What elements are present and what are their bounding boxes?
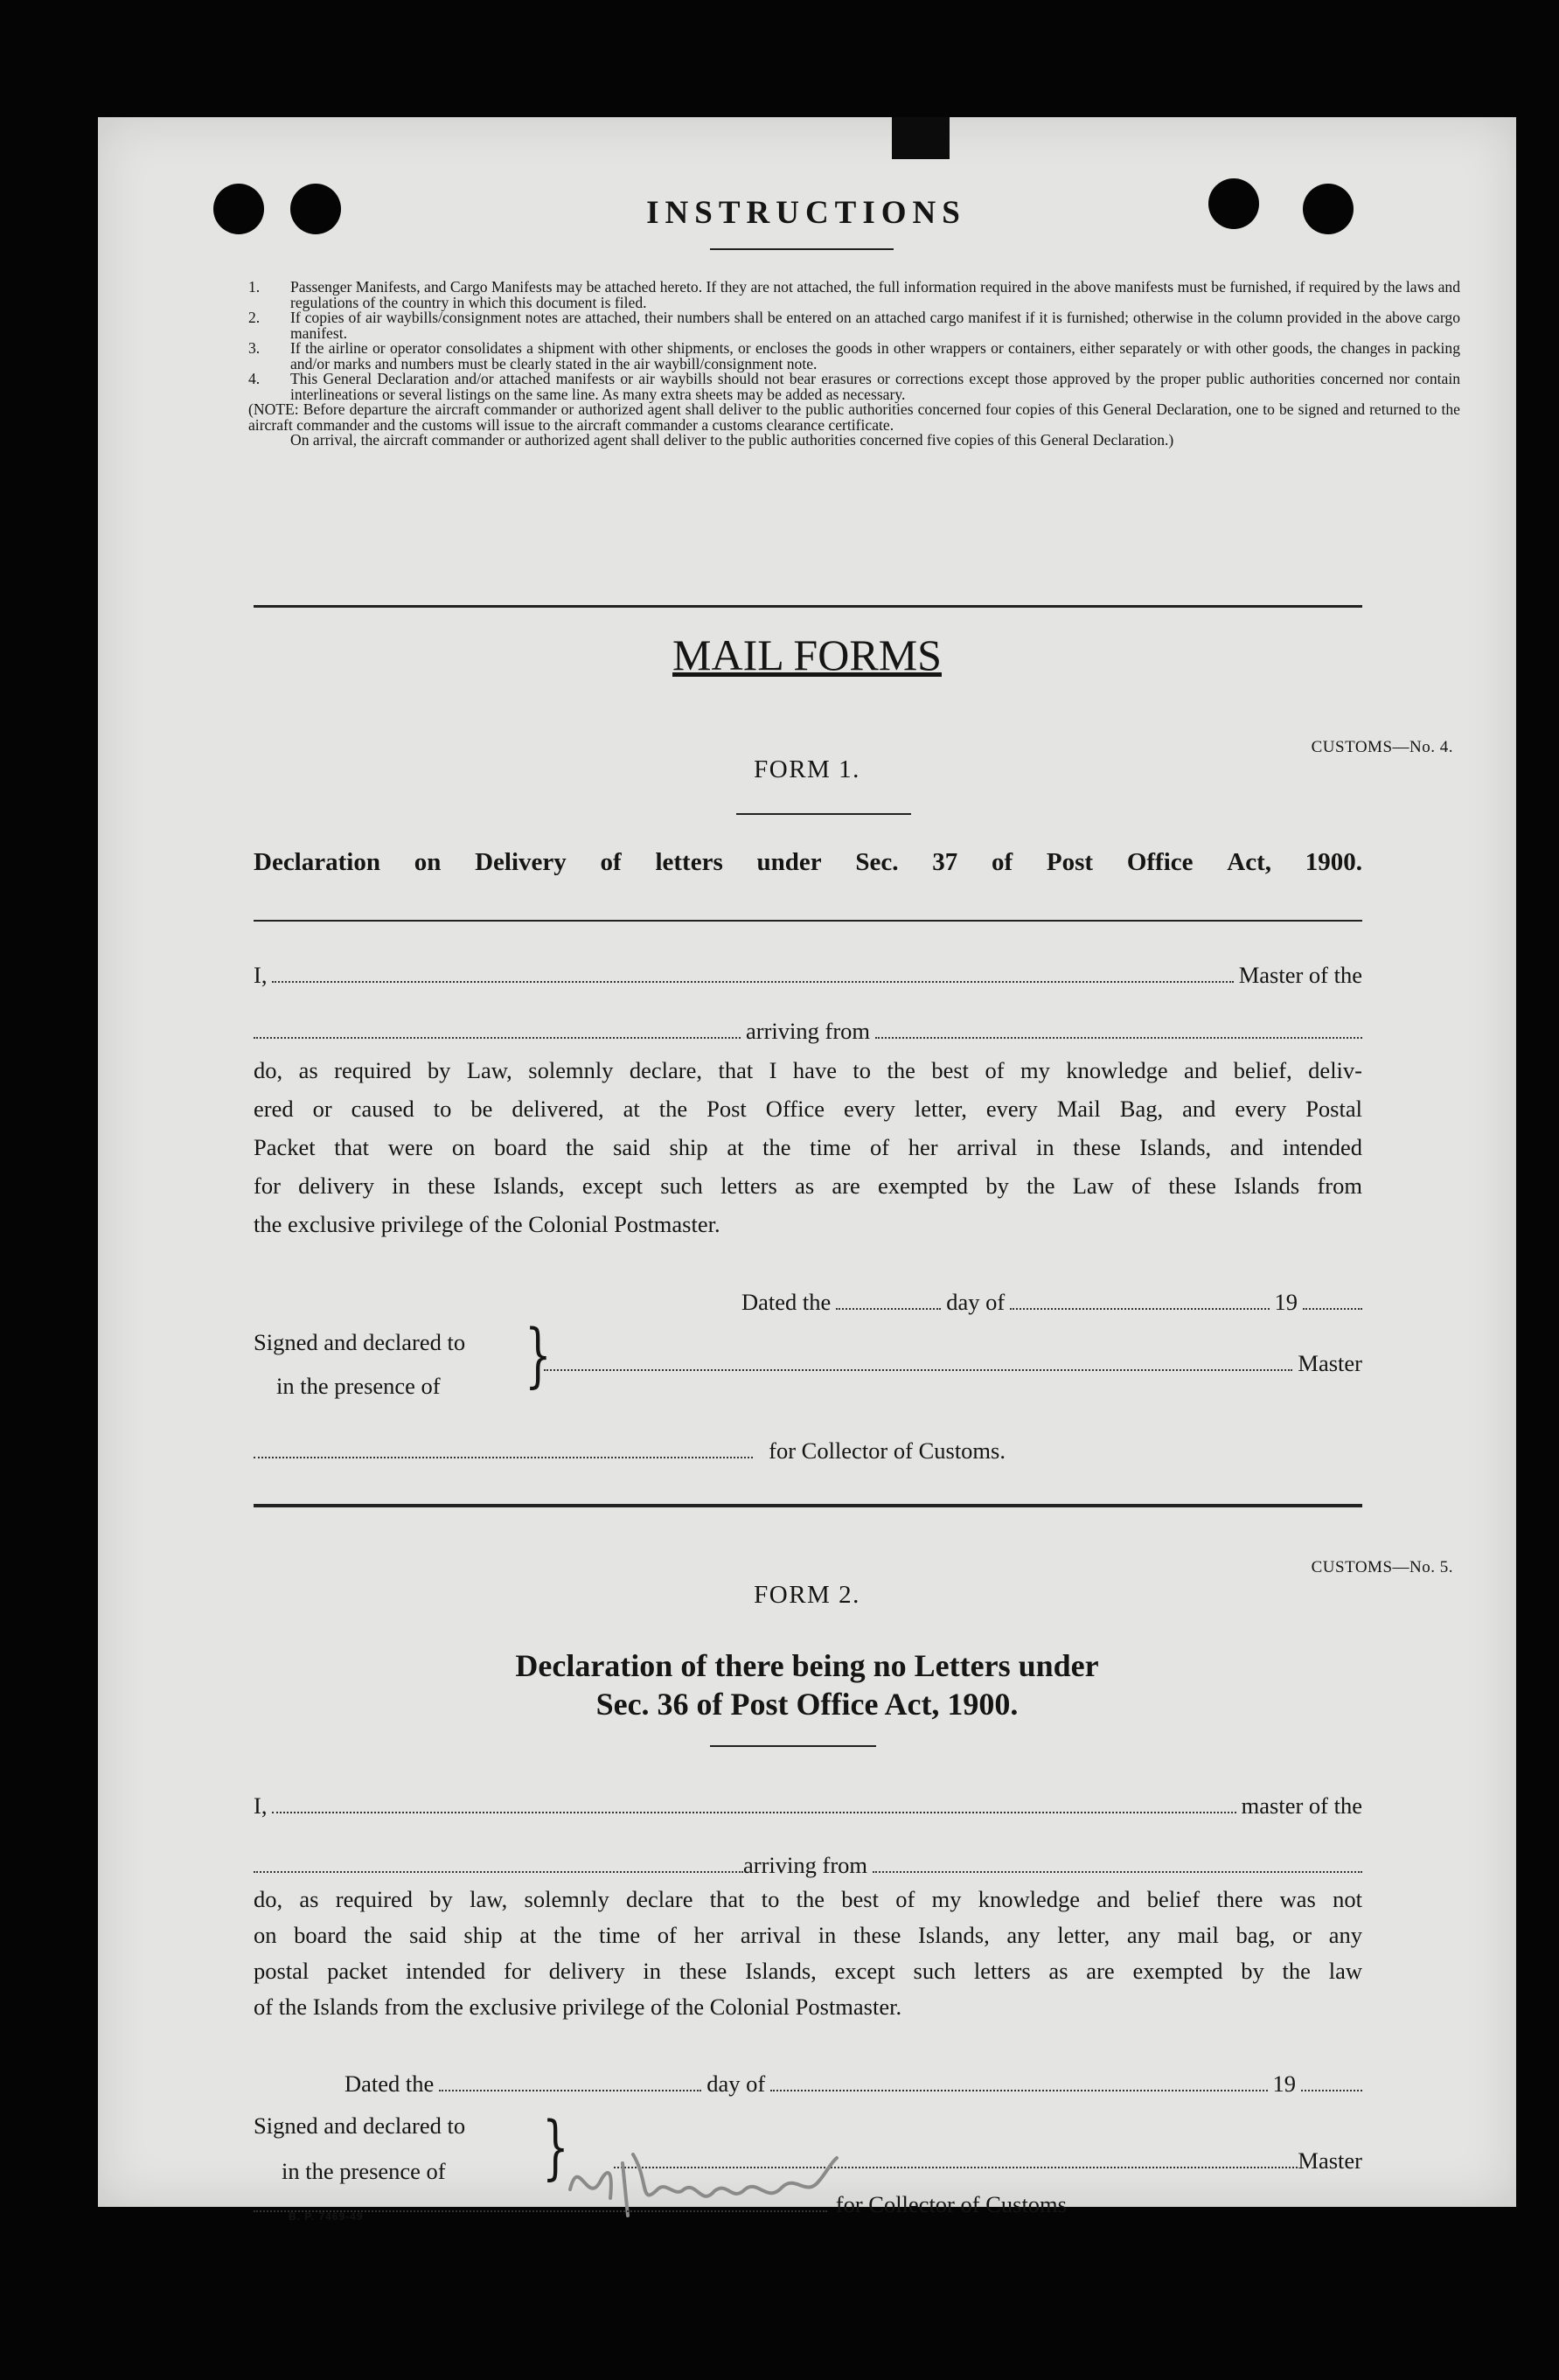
form1-dated-line: Dated the day of 19 — [741, 1289, 1362, 1316]
instructions-note: (NOTE: Before departure the aircraft commander or authorized agent shall deliver to the public authorities concerned four copies of this General Declaration, one to be signed and returned to the aircraft commander and the customs will issue to the aircraft commander a customs clearance certificate. — [248, 400, 1460, 434]
form2-declaration-heading-2: Sec. 36 of Post Office Act, 1900. — [595, 1687, 1019, 1722]
punch-hole-right-2 — [1303, 184, 1354, 234]
form1-brace: } — [525, 1314, 552, 1395]
form2-master-line: I, master of the — [254, 1792, 1362, 1819]
form1-ship-field[interactable] — [254, 1021, 741, 1039]
form2-declaration-heading-1: Declaration of there being no Letters under — [515, 1648, 1099, 1683]
form2-customs-number: CUSTOMS—No. 5. — [1311, 1558, 1453, 1576]
form1-label-underline — [736, 813, 911, 815]
punch-hole-left — [213, 184, 264, 234]
form2-date-field[interactable] — [439, 2074, 701, 2091]
form2-brace: } — [542, 2106, 569, 2188]
form1-label: FORM 1. — [754, 755, 860, 783]
form1-heading-rule — [254, 920, 1362, 922]
form2-heading-underline — [710, 1745, 876, 1747]
form2-year-field[interactable] — [1301, 2074, 1362, 2091]
form1-arriving-line: arriving from — [254, 1018, 1362, 1045]
instructions-title-underline — [710, 248, 894, 250]
instructions-list — [248, 280, 1460, 449]
form1-body: do, as required by Law, solemnly declare, that I have to the best of my knowledge and belief, deliv- ered or caused to be delivered, at the Post Office every letter, every Mail Bag, and every Postal Packet that were on board the said ship at the time of her arrival in these Islands, and intended for delivery in these Islands, except such letters as are exempted by the Law of these Islands from the exclusive privilege of the Colonial Postmaster. — [254, 1057, 1362, 1237]
form2-collector-line: for Collector of Customs — [254, 2191, 1067, 2218]
form2-label: FORM 2. — [754, 1581, 860, 1609]
form2-master-signature-line: Master — [614, 2147, 1362, 2175]
form2-name-field[interactable] — [272, 1796, 1235, 1813]
form2-month-field[interactable] — [770, 2074, 1267, 2091]
form2-collector-field[interactable] — [254, 2195, 827, 2212]
form2-arriving-line: arriving from — [254, 1852, 1362, 1879]
form2-body: do, as required by law, solemnly declare that to the best of my knowledge and belief there was not on board the said ship at the time of her arrival in these Islands, any letter, any mail bag, or any postal packet intended for delivery in these Islands, except such letters as are exempted by the law of the Islands from the exclusive privilege of the Colonial Postmaster. — [254, 1886, 1362, 2020]
form2-ship-field[interactable] — [254, 1855, 743, 1873]
form1-signed-label: Signed and declared to — [254, 1329, 466, 1355]
form1-collector-field[interactable] — [254, 1441, 753, 1458]
punch-hole-left-2 — [290, 184, 341, 234]
form2-presence-label: in the presence of — [282, 2158, 446, 2184]
form1-declaration-heading: Declaration on Delivery of letters under Sec. 37 of Post Office Act, 1900. — [254, 848, 1362, 876]
instructions-note-arrival: On arrival, the aircraft commander or authorized agent shall deliver to the public authorities concerned five copies of this General Declaration.) — [290, 431, 1174, 449]
instruction-item: 1. Passenger Manifests, and Cargo Manifests may be attached hereto. If they are not attached, the full information required in the above manifests must be furnished, if required by the laws and regulations of the country in which this document is filed. — [248, 278, 1460, 311]
section-divider — [254, 605, 1362, 608]
form2-dated-line: Dated the day of 19 — [345, 2070, 1362, 2098]
form1-presence-label: in the presence of — [276, 1373, 441, 1399]
form2-signed-label: Signed and declared to — [254, 2112, 466, 2139]
tape-mark — [892, 117, 950, 159]
instruction-item: 4. This General Declaration and/or attached manifests or air waybills should not bear erasures or corrections except those approved by the proper public authorities concerned nor contain interlineations or several listings on the same line. As many extra sheets may be added as necessary. — [248, 370, 1460, 403]
form1-origin-field[interactable] — [875, 1021, 1362, 1039]
form1-name-field[interactable] — [272, 965, 1233, 983]
document-page — [98, 117, 1516, 2223]
form1-year-field[interactable] — [1303, 1292, 1362, 1310]
form1-master-line: I, Master of the — [254, 962, 1362, 988]
form1-master-signature-line: Master — [544, 1350, 1362, 1377]
instructions-title: INSTRUCTIONS — [646, 195, 966, 231]
punch-hole-right — [1208, 178, 1259, 229]
instruction-item: 3. If the airline or operator consolidates a shipment with other shipments, or encloses the goods in other wrappers or containers, either separately or with other goods, the changes in packing and/or marks and numbers must be clearly stated in the air waybill/consignment note. — [248, 339, 1460, 372]
form1-date-field[interactable] — [836, 1292, 941, 1310]
form1-month-field[interactable] — [1010, 1292, 1269, 1310]
form1-master-signature-field[interactable] — [544, 1354, 1292, 1371]
instruction-item: 2. If copies of air waybills/consignment notes are attached, their numbers shall be entered on an attached cargo manifest if it is furnished; otherwise in the column provided in the above cargo manifest. — [248, 309, 1460, 342]
form2-origin-field[interactable] — [873, 1855, 1362, 1873]
form-divider — [254, 1504, 1362, 1507]
printer-code: B. P. 7469-49 — [289, 2210, 364, 2223]
form1-customs-number: CUSTOMS—No. 4. — [1311, 738, 1453, 756]
mail-forms-title: MAIL FORMS — [672, 630, 942, 679]
form1-collector-line: for Collector of Customs. — [254, 1437, 1006, 1465]
